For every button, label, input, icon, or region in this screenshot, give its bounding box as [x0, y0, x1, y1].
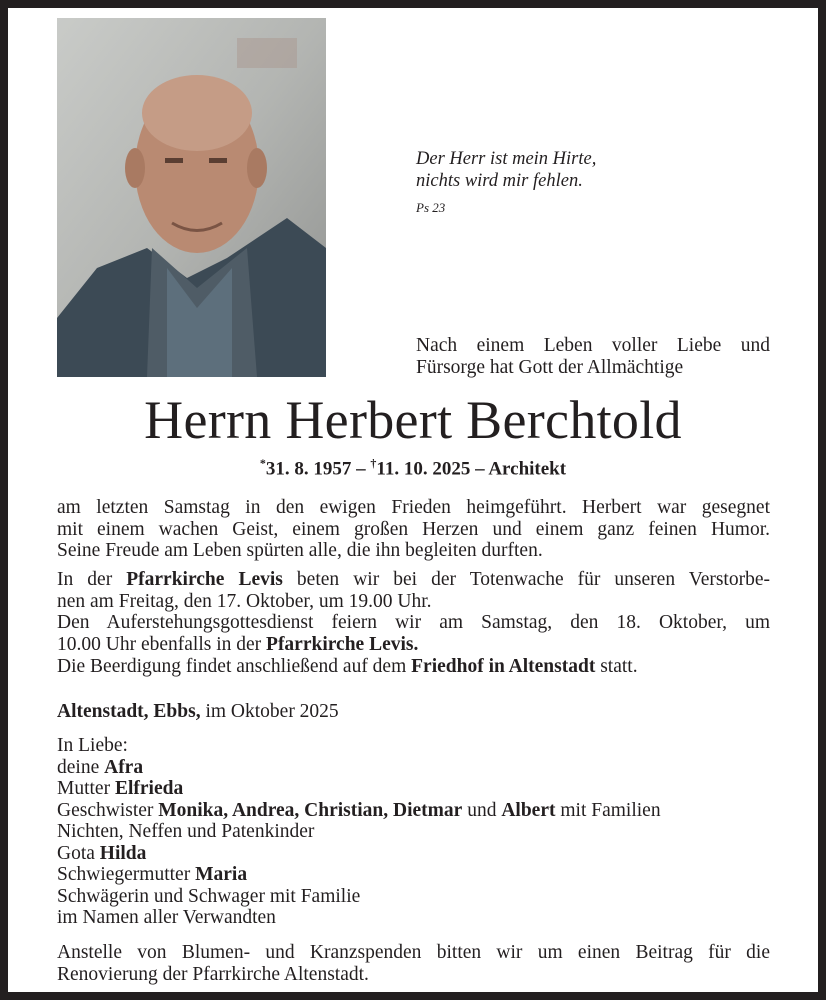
text: Seine Freude am Leben spürten alle, die ihn begleiten durften. [57, 540, 543, 561]
text-line [57, 757, 770, 779]
text: beten wir bei der Totenwache für unseren Verstorbe- [282, 569, 770, 590]
life-dates [8, 456, 818, 480]
text-line [57, 800, 770, 822]
text: Renovierung der Pfarrkirche Altenstadt. [57, 964, 369, 985]
text: Schwiegermutter [57, 864, 196, 885]
text-line [57, 497, 770, 519]
bold-text: Afra [104, 757, 144, 778]
separator: – [356, 458, 366, 480]
text-line [416, 335, 770, 357]
text-line [57, 778, 770, 800]
text-line [57, 964, 770, 986]
text-line [57, 540, 770, 562]
text-line [57, 569, 770, 591]
bold-text: Albert [501, 800, 556, 821]
text-line [57, 907, 770, 929]
bold-text: Maria [195, 864, 248, 885]
bold-text: Hilda [99, 843, 147, 864]
text: deine [57, 757, 105, 778]
text-line [57, 843, 770, 865]
text: Mutter [57, 778, 115, 799]
text-line [57, 821, 770, 843]
bold-text: Pfarrkirche Levis. [266, 634, 419, 655]
text-line [57, 591, 770, 613]
text-line [57, 634, 770, 656]
text-line [416, 357, 770, 379]
text: Gota [57, 843, 100, 864]
obituary-page [8, 8, 818, 992]
text-line [57, 701, 770, 723]
text: 10.00 Uhr ebenfalls in der [57, 634, 267, 655]
bold-text: Elfrieda [114, 778, 184, 799]
text: mit Familien [555, 800, 661, 821]
deceased-name: Herrn Herbert Berchtold [144, 390, 682, 450]
text: im Namen aller Verwandten [57, 907, 276, 928]
text: Geschwister [57, 800, 159, 821]
text: In der [57, 569, 127, 590]
birth-date: 31. 8. 1957 [265, 458, 352, 480]
text-line [57, 886, 770, 908]
quote-line: nichts wird mir fehlen. [416, 171, 583, 191]
text: Nichten, Neffen und Patenkinder [57, 821, 315, 842]
bold-text: Altenstadt, Ebbs, [57, 701, 201, 722]
portrait-photo [57, 18, 326, 377]
text: In Liebe: [57, 735, 128, 756]
text-line [57, 942, 770, 964]
text: Den Auferstehungsgottesdienst feiern wir am Samstag, den 18. Oktober, um [57, 612, 770, 633]
bold-text: Monika, Andrea, Christian, Dietmar [158, 800, 463, 821]
separator: – [475, 458, 485, 480]
text: Nach einem Leben voller Liebe und [416, 335, 770, 356]
text: im Oktober 2025 [200, 701, 339, 722]
text: und [462, 800, 502, 821]
text-line [57, 656, 770, 678]
bible-quote [416, 148, 596, 192]
text: Die Beerdigung findet anschließend auf dem [57, 656, 412, 677]
text: Anstelle von Blumen- und Kranzspenden bitten wir um einen Beitrag für die [57, 942, 770, 963]
text-line [57, 735, 770, 757]
death-mark: † [370, 456, 377, 470]
text-line [57, 519, 770, 541]
text: nen am Freitag, den 17. Oktober, um 19.00 Uhr. [57, 591, 432, 612]
quote-line: Der Herr ist mein Hirte, [416, 149, 597, 169]
text: mit einem wachen Geist, einem großen Herzen und einem ganz feinen Humor. [57, 519, 770, 540]
birth-mark: * [259, 456, 266, 470]
text: am letzten Samstag in den ewigen Frieden heimgeführt. Herbert war gesegnet [57, 497, 770, 518]
profession: Architekt [488, 458, 567, 480]
bold-text: Pfarrkirche Levis [126, 569, 283, 590]
text: Schwägerin und Schwager mit Familie [57, 886, 361, 907]
quote-source: Ps 23 [416, 200, 446, 215]
text-line [57, 612, 770, 634]
bold-text: Friedhof in Altenstadt [411, 656, 596, 677]
text-line [57, 864, 770, 886]
death-date: 11. 10. 2025 [376, 458, 471, 480]
text: statt. [595, 656, 638, 677]
text: Fürsorge hat Gott der Allmächtige [416, 357, 684, 378]
